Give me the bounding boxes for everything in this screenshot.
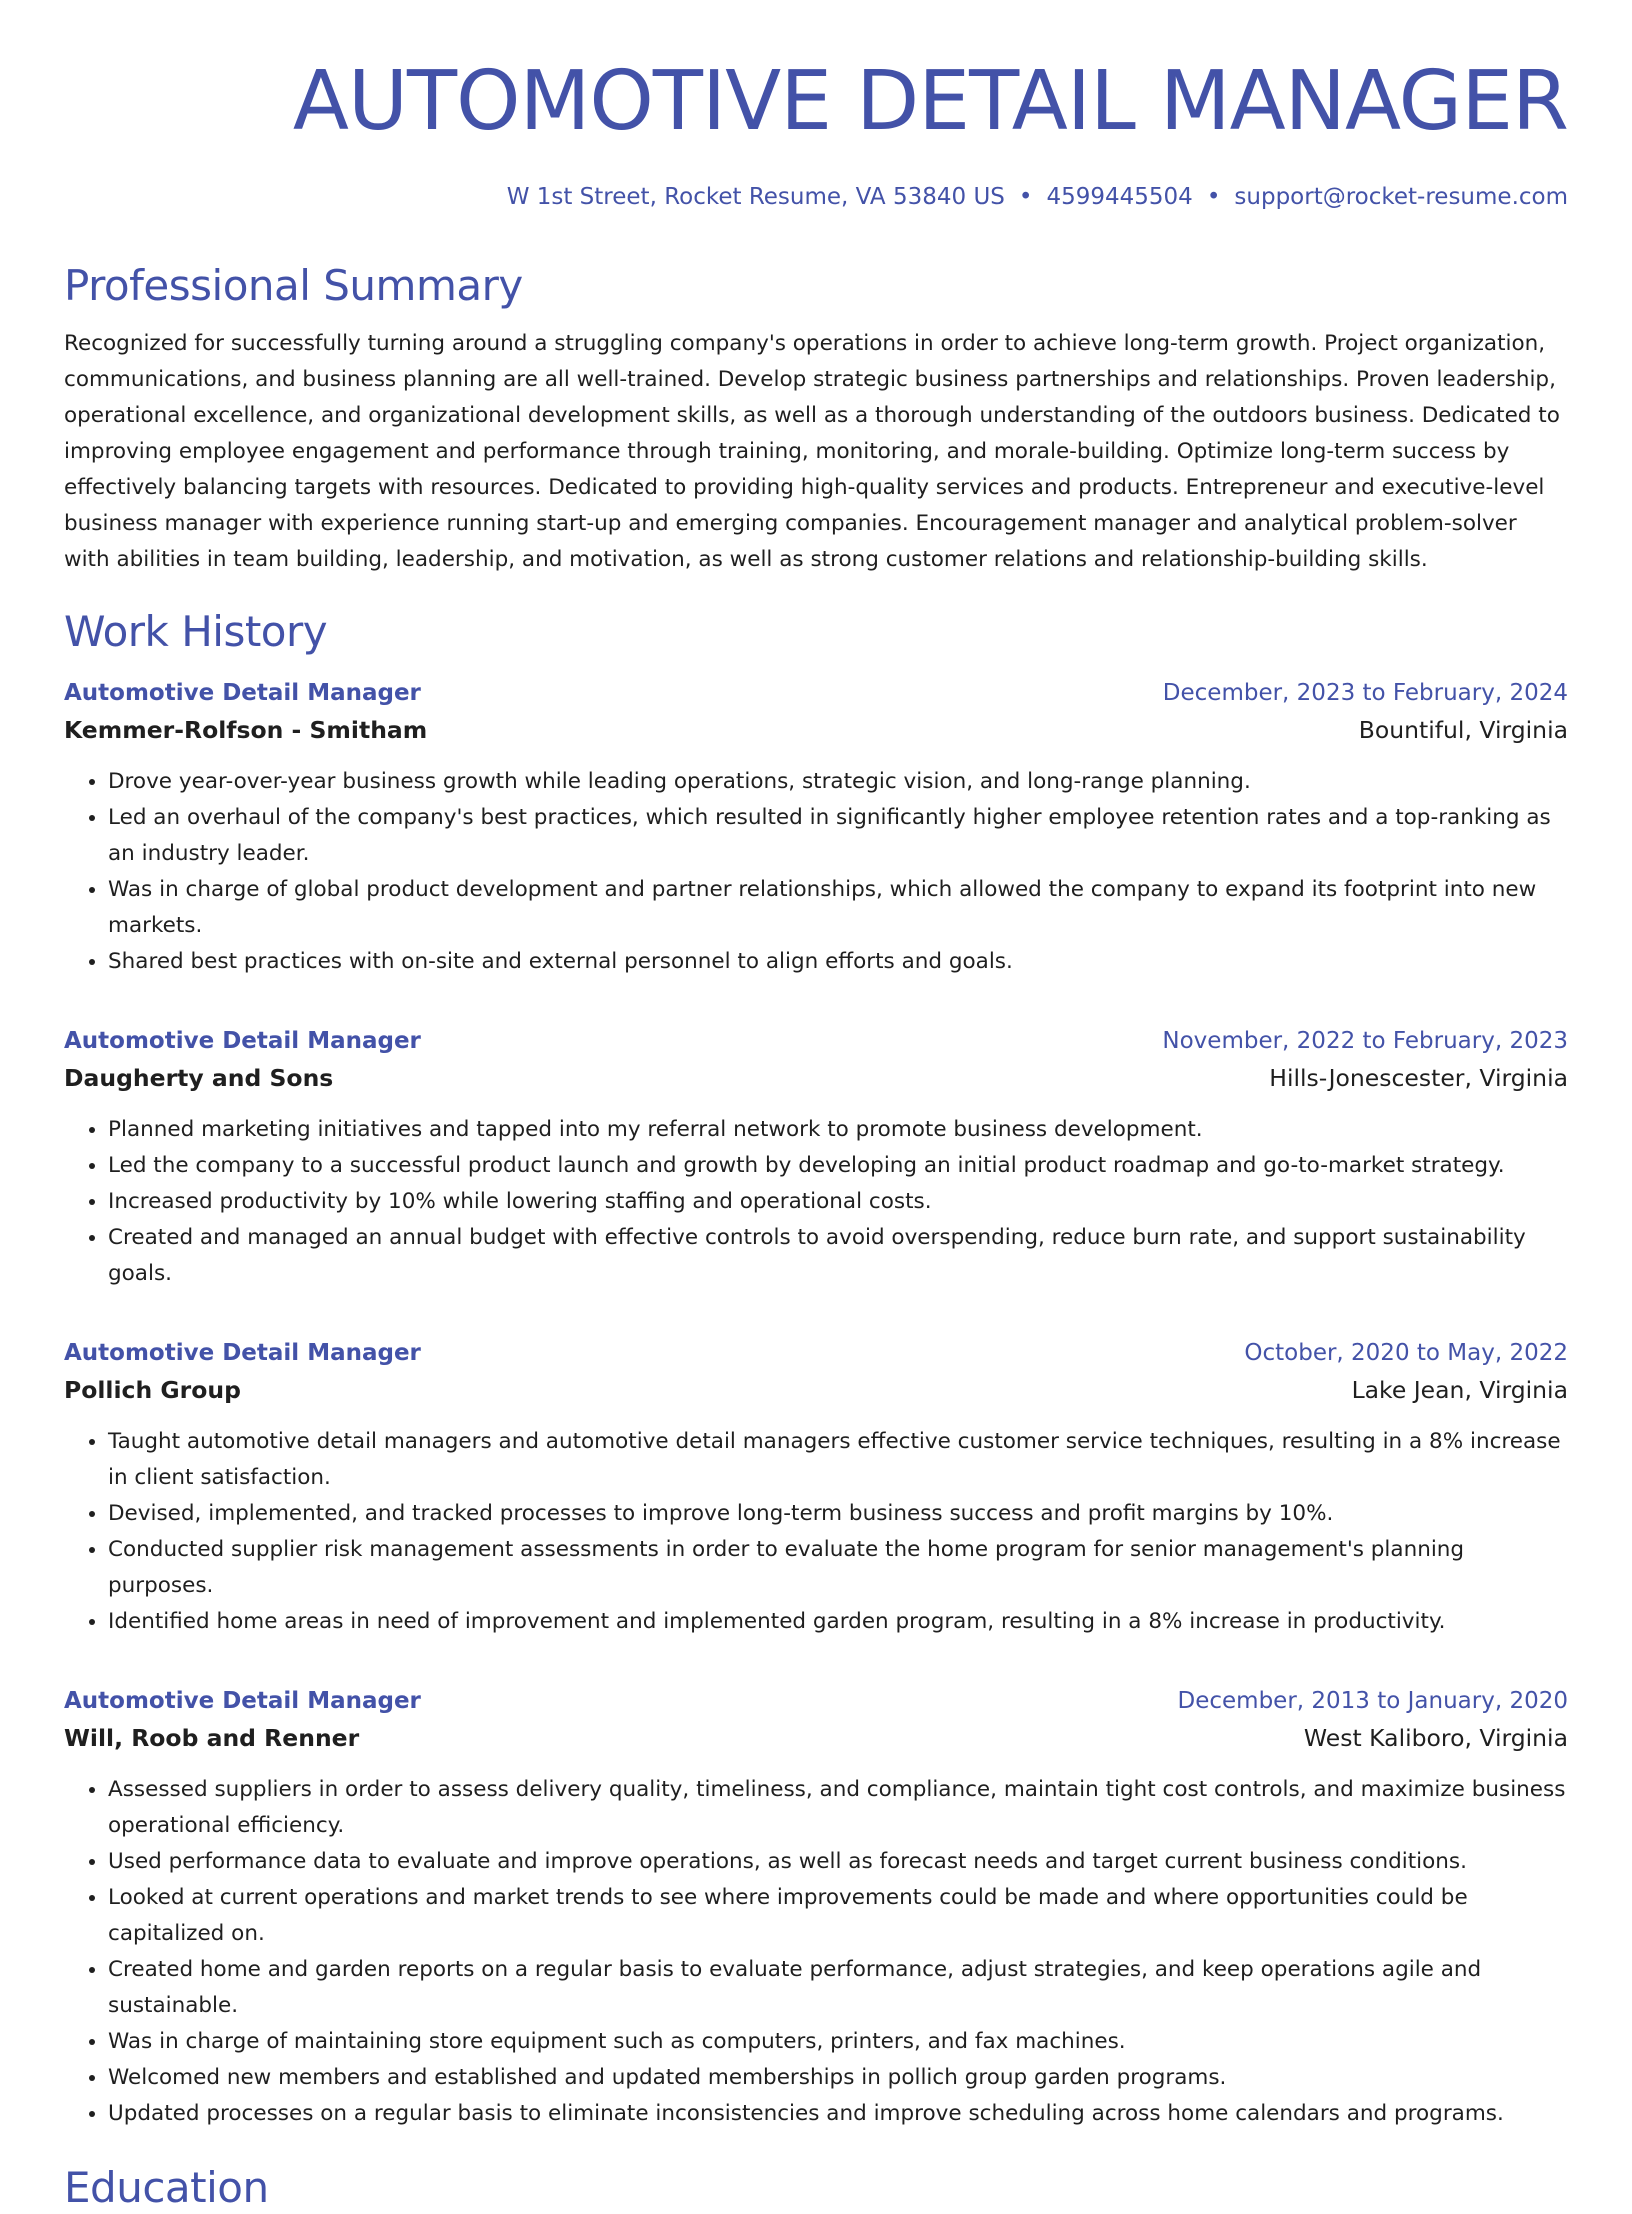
job-title: Automotive Detail Manager bbox=[64, 1688, 421, 1714]
job-dates: December, 2013 to January, 2020 bbox=[1177, 1688, 1568, 1714]
job-title: Automotive Detail Manager bbox=[64, 1028, 421, 1054]
job-bullet: • Devised, implemented, and tracked processes to improve long-term business success and profit margins by 10%. bbox=[108, 1496, 1568, 1532]
job-bullet: • Updated processes on a regular basis to eliminate inconsistencies and improve scheduling across home calendars and programs. bbox=[108, 2096, 1568, 2132]
job-bullets bbox=[64, 1424, 1568, 1640]
job-title: Automotive Detail Manager bbox=[64, 1340, 421, 1366]
summary-text: Recognized for successfully turning around a struggling company's operations in order to achieve long-term growth. Project organization, communications, and business planning are all well-trained. Develop strategic business partnerships and relationships. Proven leadership, operational excellence, and organizational development skills, as well as a thorough understanding of the outdoors business. Dedicated to improving employee engagement and performance through training, monitoring, and morale-building. Optimize long-term success by effectively balancing targets with resources. Dedicated to providing high-quality services and products. Entrepreneur and executive-level business manager with experience running start-up and emerging companies. Encouragement manager and analytical problem-solver with abilities in team building, leadership, and motivation, as well as strong customer relations and relationship-building skills. bbox=[64, 331, 1560, 572]
job-bullet: • Increased productivity by 10% while lowering staffing and operational costs. bbox=[108, 1184, 1568, 1220]
summary-heading: Professional Summary bbox=[64, 261, 523, 310]
contact-separator: • bbox=[1206, 184, 1221, 210]
job-company: Will, Roob and Renner bbox=[64, 1724, 360, 1752]
contact-line bbox=[64, 182, 1568, 212]
job-company: Kemmer-Rolfson - Smitham bbox=[64, 716, 428, 744]
job-location: West Kaliboro, Virginia bbox=[1303, 1724, 1568, 1752]
contact-email: support@rocket-resume.com bbox=[1234, 184, 1568, 210]
job-bullet: • Looked at current operations and market trends to see where improvements could be made and where opportunities could be capitalized on. bbox=[108, 1880, 1568, 1952]
job-bullet: • Taught automotive detail managers and automotive detail managers effective customer service techniques, resulting in a 8% increase in client satisfaction. bbox=[108, 1424, 1568, 1496]
job-bullet: • Was in charge of global product development and partner relationships, which allowed the company to expand its footprint into new markets. bbox=[108, 872, 1568, 944]
job-location: Bountiful, Virginia bbox=[1358, 716, 1568, 744]
job-bullets bbox=[64, 764, 1568, 980]
job-bullet: • Shared best practices with on-site and external personnel to align efforts and goals. bbox=[108, 944, 1568, 980]
job-entry bbox=[64, 1336, 1568, 1640]
resume-name: AUTOMOTIVE DETAIL MANAGER bbox=[292, 54, 1568, 149]
job-bullet: • Was in charge of maintaining store equipment such as computers, printers, and fax machines. bbox=[108, 2024, 1568, 2060]
work-history-heading: Work History bbox=[64, 607, 328, 656]
job-dates: October, 2020 to May, 2022 bbox=[1244, 1340, 1568, 1366]
contact-phone: 4599445504 bbox=[1046, 184, 1193, 210]
job-bullet: • Planned marketing initiatives and tapped into my referral network to promote business development. bbox=[108, 1112, 1568, 1148]
job-location: Hills-Jonescester, Virginia bbox=[1269, 1064, 1568, 1092]
job-title: Automotive Detail Manager bbox=[64, 680, 421, 706]
job-bullet: • Assessed suppliers in order to assess delivery quality, timeliness, and compliance, maintain tight cost controls, and maximize business operational efficiency. bbox=[108, 1772, 1568, 1844]
job-bullets bbox=[64, 1112, 1568, 1292]
job-bullets bbox=[64, 1772, 1568, 2132]
job-company: Daugherty and Sons bbox=[64, 1064, 334, 1092]
job-entry bbox=[64, 676, 1568, 980]
job-bullet: • Led the company to a successful product launch and growth by developing an initial product roadmap and go-to-market strategy. bbox=[108, 1148, 1568, 1184]
job-bullet: • Created and managed an annual budget with effective controls to avoid overspending, reduce burn rate, and support sustainability goals. bbox=[108, 1220, 1568, 1292]
job-entry bbox=[64, 1024, 1568, 1292]
job-bullet: • Welcomed new members and established and updated memberships in pollich group garden programs. bbox=[108, 2060, 1568, 2096]
contact-separator: • bbox=[1018, 184, 1033, 210]
job-bullet: • Conducted supplier risk management assessments in order to evaluate the home program for senior management's planning purposes. bbox=[108, 1532, 1568, 1604]
job-company: Pollich Group bbox=[64, 1376, 241, 1404]
job-entry bbox=[64, 1684, 1568, 2132]
job-dates: November, 2022 to February, 2023 bbox=[1162, 1028, 1568, 1054]
job-bullet: • Used performance data to evaluate and improve operations, as well as forecast needs and target current business conditions. bbox=[108, 1844, 1568, 1880]
job-bullet: • Identified home areas in need of improvement and implemented garden program, resulting in a 8% increase in productivity. bbox=[108, 1604, 1568, 1640]
job-bullet: • Created home and garden reports on a regular basis to evaluate performance, adjust strategies, and keep operations agile and sustainable. bbox=[108, 1952, 1568, 2024]
job-dates: December, 2023 to February, 2024 bbox=[1162, 680, 1568, 706]
contact-address: W 1st Street, Rocket Resume, VA 53840 US bbox=[506, 184, 1005, 210]
job-bullet: • Led an overhaul of the company's best practices, which resulted in significantly higher employee retention rates and a top-ranking as an industry leader. bbox=[108, 800, 1568, 872]
job-location: Lake Jean, Virginia bbox=[1351, 1376, 1568, 1404]
job-bullet: • Drove year-over-year business growth while leading operations, strategic vision, and long-range planning. bbox=[108, 764, 1568, 800]
education-heading: Education bbox=[64, 2163, 269, 2212]
